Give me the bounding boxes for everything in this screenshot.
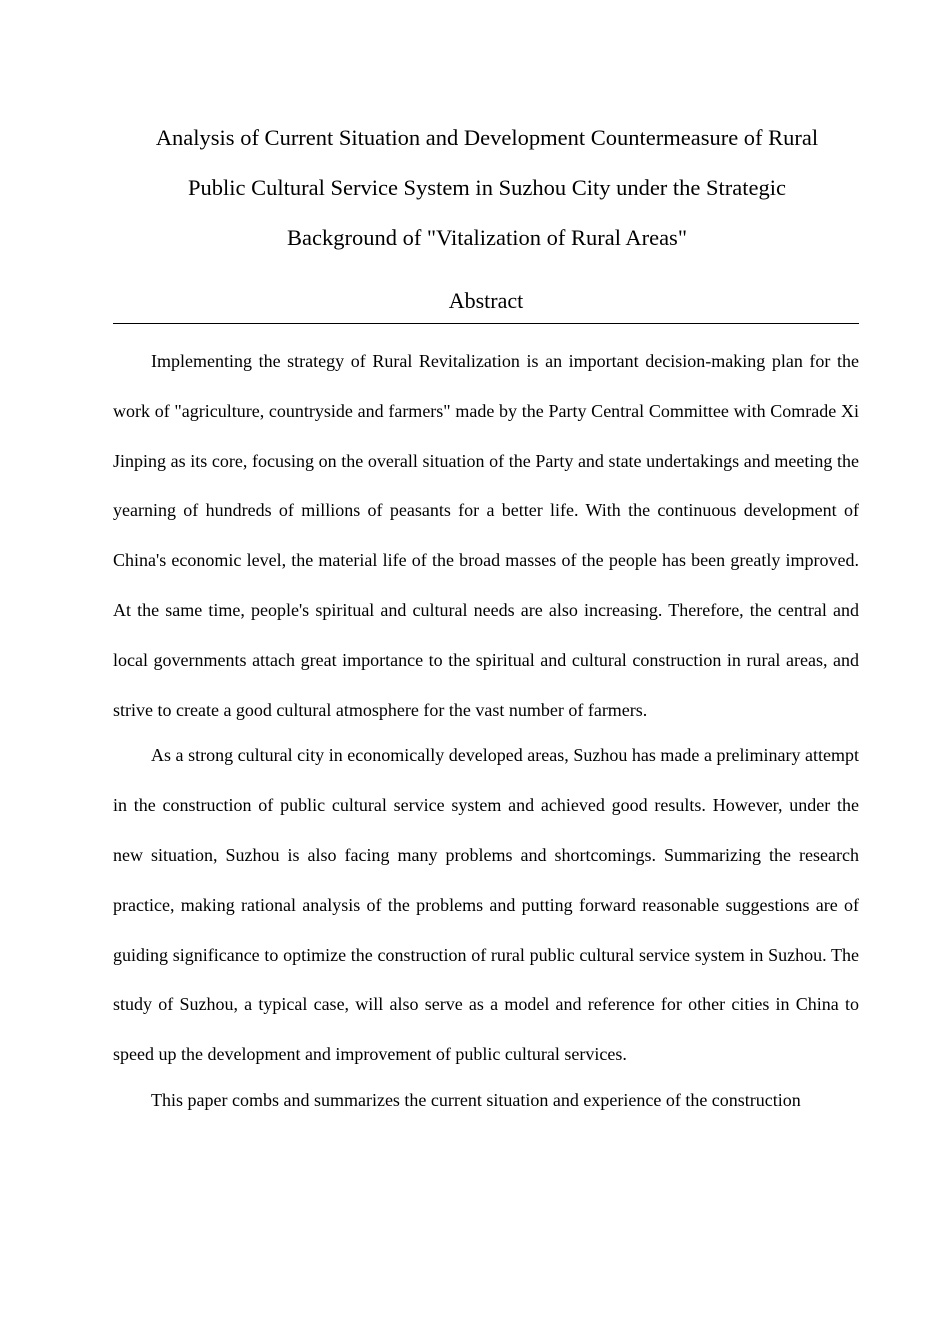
- abstract-paragraph-3: This paper combs and summarizes the current situation and experience of the construction: [151, 1089, 801, 1110]
- abstract-heading: Abstract: [448, 288, 524, 313]
- heading-divider: [113, 323, 859, 324]
- abstract-paragraph-2: As a strong cultural city in economically developed areas, Suzhou has made a preliminary attempt in the construction of public cultural service system and achieved good results. However, under the new situation, Suzhou is also facing many problems and shortcomings. Summarizing the research practice, making rational analysis of the problems and putting forward reasonable suggestions are of guiding significance to optimize the construction of rural public cultural service system in Suzhou. The study of Suzhou, a typical case, will also serve as a model and reference for other cities in China to speed up the development and improvement of public cultural services.: [113, 745, 859, 1065]
- title-line-1: Analysis of Current Situation and Development Countermeasure of Rural: [155, 125, 819, 150]
- title-line-2: Public Cultural Service System in Suzhou City under the Strategic: [187, 175, 787, 200]
- paper-title: [112, 113, 862, 263]
- abstract-paragraph-1: Implementing the strategy of Rural Revitalization is an important decision-making plan for the work of "agriculture, countryside and farmers" made by the Party Central Committee with Comrade Xi Jinping as its core, focusing on the overall situation of the Party and state undertakings and meeting the yearning of hundreds of millions of peasants for a better life. With the continuous development of China's economic level, the material life of the broad masses of the people has been greatly improved. At the same time, people's spiritual and cultural needs are also increasing. Therefore, the central and local governments attach great importance to the spiritual and cultural construction in rural areas, and strive to create a good cultural atmosphere for the vast number of farmers.: [113, 351, 859, 720]
- abstract-body: [113, 337, 859, 1126]
- title-line-3: Background of "Vitalization of Rural Areas": [286, 225, 688, 250]
